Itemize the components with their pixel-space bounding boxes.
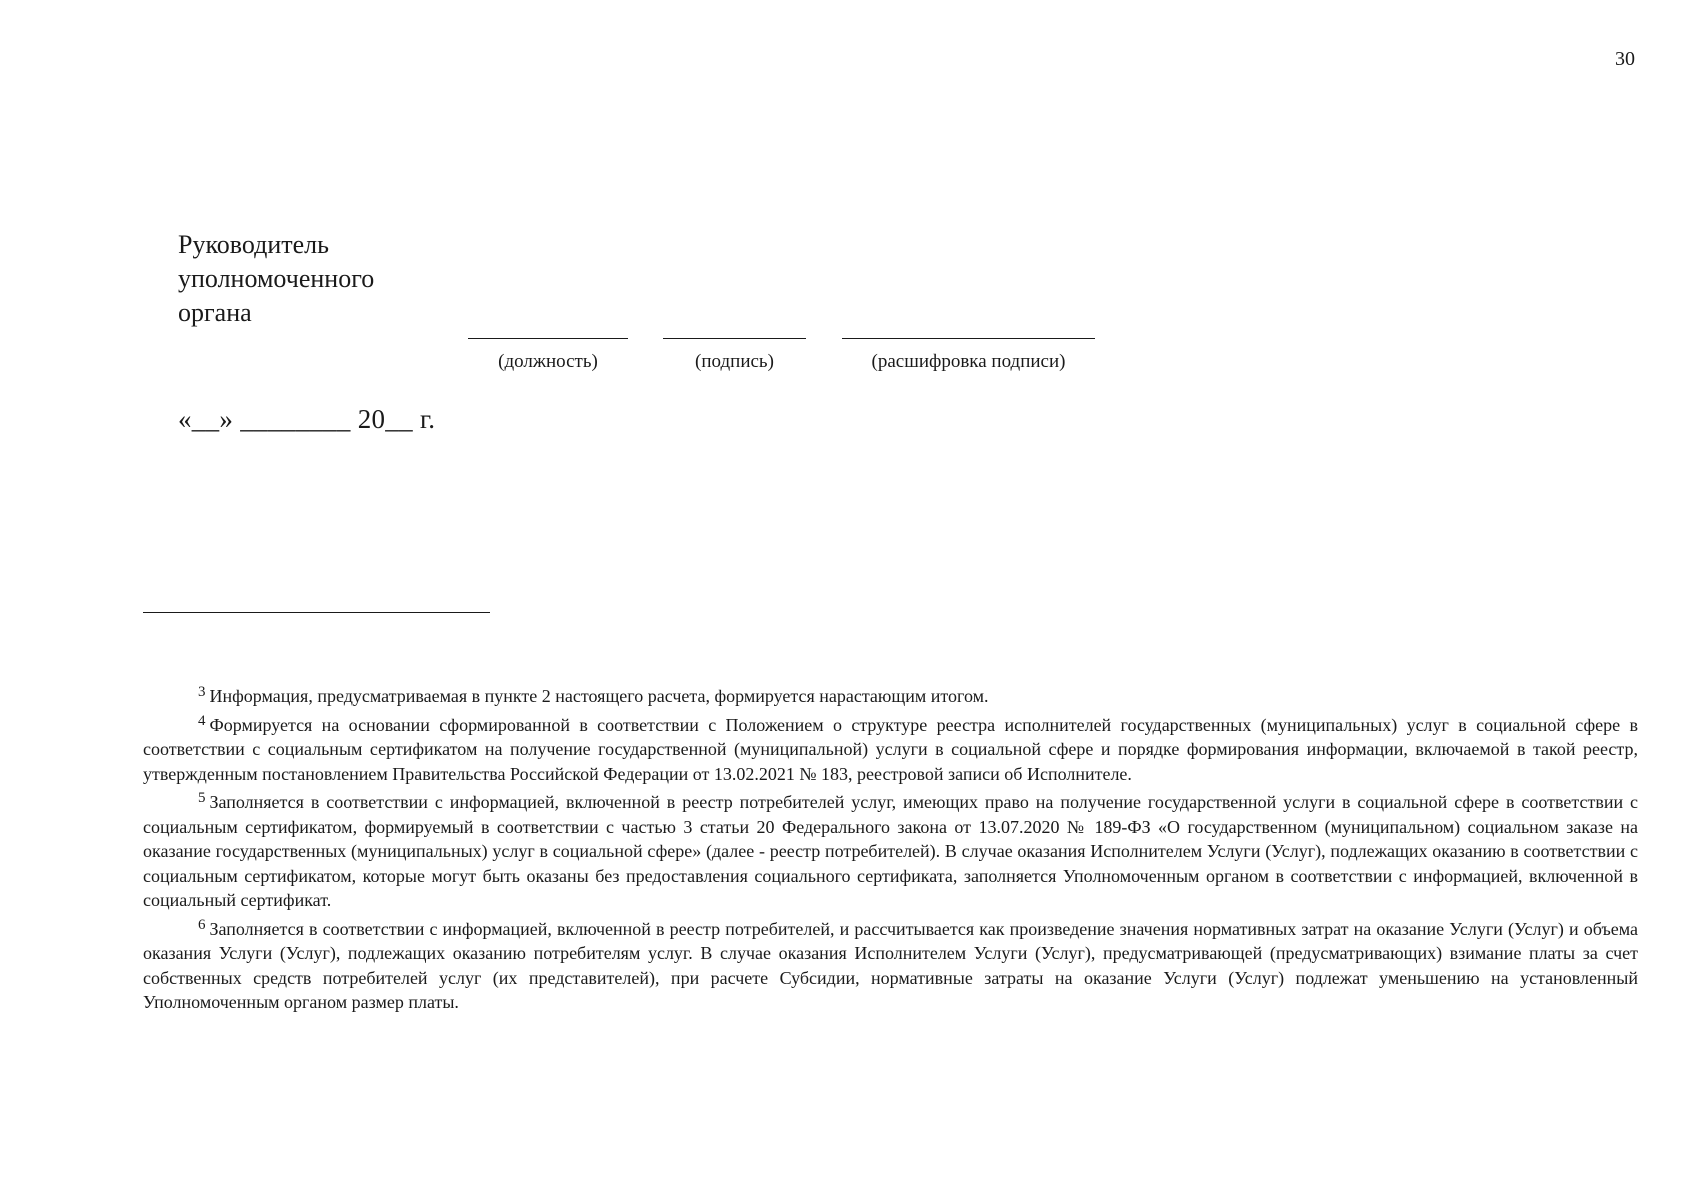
page-number: 30: [1615, 48, 1635, 70]
signature-blank-line: [663, 320, 806, 339]
footnote-number: 3: [198, 684, 206, 700]
signature-decoding-caption: (расшифровка подписи): [871, 351, 1066, 372]
signature-decoding-field: [842, 320, 1095, 373]
footnote-5: [143, 790, 1638, 913]
footnote-number: 6: [198, 916, 206, 933]
footnote-number: 5: [198, 790, 206, 806]
footnote-separator: [143, 612, 490, 613]
signature-decoding-blank-line: [842, 320, 1095, 339]
footnote-6: [143, 917, 1638, 1015]
date-line: «__» ________ 20__ г.: [178, 404, 436, 434]
position-caption: (должность): [498, 351, 598, 372]
signatory-title: [178, 228, 478, 330]
signatory-title-line: органа: [178, 298, 252, 327]
footnote-text: Заполняется в соответствии с информацией, включенной в реестр потребителей услуг, имеющих право на получение государственной услуги в социальной сфере в соответствии с социальным сертификатом, формируемый в соответствии с частью 3 статьи 20 Федерального закона от 13.07.2020 № 189-ФЗ «О государственном (муниципальном) социальном заказе на оказание государственных (муниципальных) услуг в социальной сфере» (далее - реестр потребителей). В случае оказания Исполнителем Услуги (Услуг), подлежащих оказанию в соответствии с социальным сертификатом, которые могут быть оказаны без предоставления социального сертификата, заполняется Уполномоченным органом в соответствии с информацией, включенной в социальный сертификат.: [143, 792, 1638, 910]
footnote-text: Информация, предусматриваемая в пункте 2 настоящего расчета, формируется нарастающим итогом.: [209, 686, 989, 706]
footnote-4: [143, 713, 1638, 787]
footnotes-section: [143, 684, 1638, 1019]
signature-caption: (подпись): [695, 351, 774, 372]
signature-field: [663, 320, 806, 373]
footnote-3: [143, 684, 1638, 709]
footnote-text: Заполняется в соответствии с информацией, включенной в реестр потребителей, и рассчитывается как произведение значения нормативных затрат на оказание Услуги (Услуг) и объема оказания Услуги (Услуг), подлежащих оказанию потребителям услуг. В случае оказания Исполнителем Услуги (Услуг), предусматривающей (предусматривающих) взимание платы за счет собственных средств потребителей услуг (их представителей), при расчете Субсидии, нормативные затраты на оказание Услуги (Услуг) подлежат уменьшению на установленный Уполномоченным органом размер платы.: [143, 918, 1638, 1012]
position-field: [468, 320, 628, 373]
footnote-text: Формируется на основании сформированной в соответствии с Положением о структуре реестра исполнителей государственных (муниципальных) услуг в социальной сфере в соответствии с социальным сертификатом на получение государственной (муниципальной) услуги в социальной сфере и порядке формирования информации, включаемой в такой реестр, утвержденным постановлением Правительства Российской Федерации от 13.02.2021 № 183, реестровой записи об Исполнителе.: [143, 714, 1638, 784]
signatory-title-line: Руководитель: [178, 230, 329, 259]
position-blank-line: [468, 320, 628, 339]
signatory-title-line: уполномоченного: [178, 264, 375, 293]
footnote-number: 4: [198, 712, 206, 729]
